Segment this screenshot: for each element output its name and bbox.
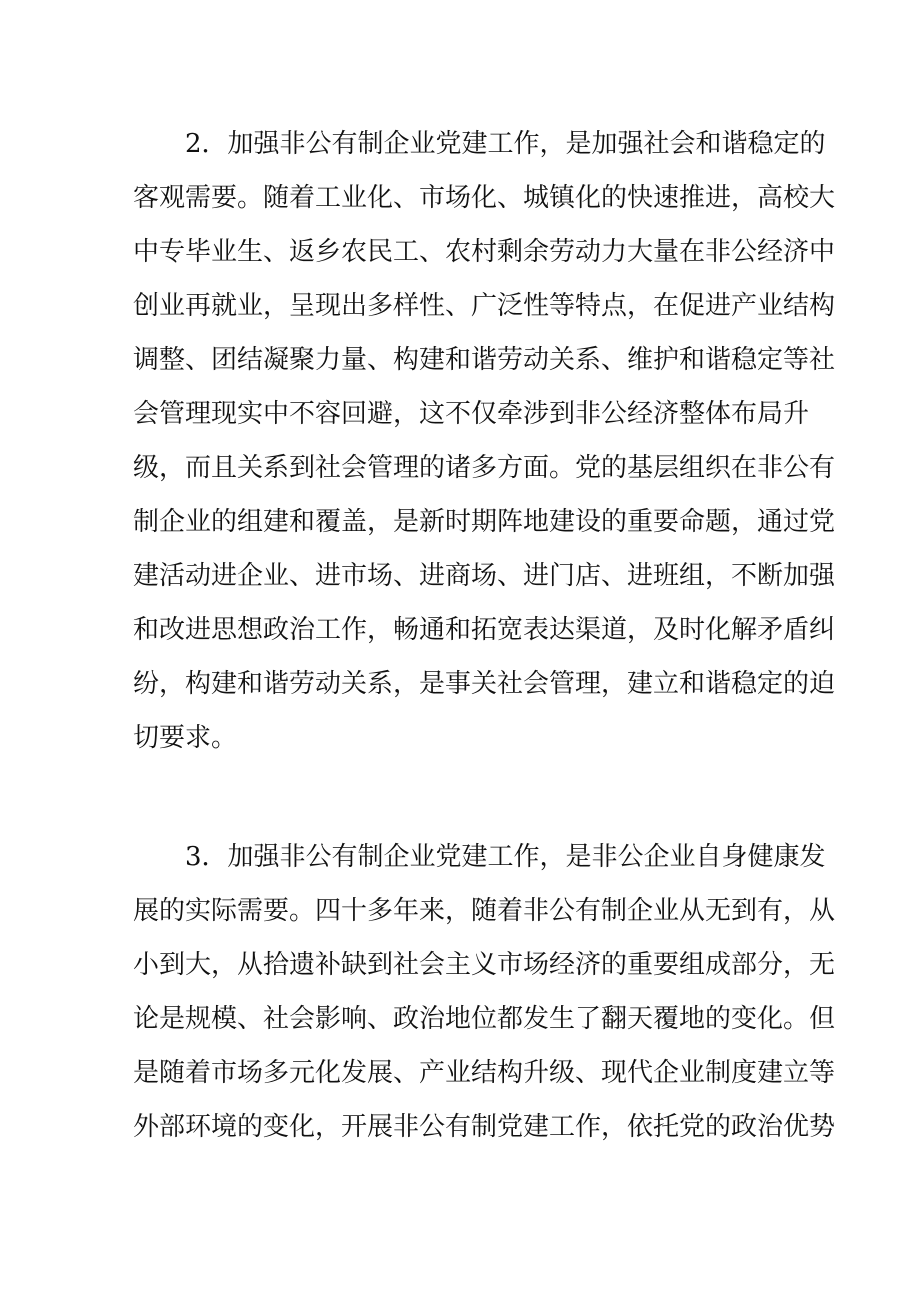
paragraph-line: 制企业的组建和覆盖，是新时期阵地建设的重要命题，通过党 [133,507,836,537]
paragraph-line: 建活动进企业、进市场、进商场、进门店、进班组，不断加强 [133,561,836,591]
paragraph-line: 纷，构建和谐劳动关系，是事关社会管理，建立和谐稳定的迫 [133,669,836,699]
paragraph-line: 3．加强非公有制企业党建工作，是非公企业自身健康发 [185,842,826,872]
paragraph-line: 调整、团结凝聚力量、构建和谐劳动关系、维护和谐稳定等社 [133,345,836,375]
paragraph-line: 客观需要。随着工业化、市场化、城镇化的快速推进，高校大 [133,183,836,213]
paragraph-line: 展的实际需要。四十多年来，随着非公有制企业从无到有，从 [133,896,836,926]
paragraph-line: 论是规模、社会影响、政治地位都发生了翻天覆地的变化。但 [133,1004,836,1034]
paragraph-line: 和改进思想政治工作，畅通和拓宽表达渠道，及时化解矛盾纠 [133,615,836,645]
paragraph-line: 切要求。 [133,723,238,753]
paragraph-line: 中专毕业生、返乡农民工、农村剩余劳动力大量在非公经济中 [133,237,836,267]
paragraph-2 [133,117,836,765]
paragraph-line: 创业再就业，呈现出多样性、广泛性等特点，在促进产业结构 [133,291,836,321]
paragraph-3 [133,830,836,1154]
paragraph-line: 级，而且关系到社会管理的诸多方面。党的基层组织在非公有 [133,453,836,483]
paragraph-line: 会管理现实中不容回避，这不仅牵涉到非公经济整体布局升 [133,399,810,429]
paragraph-line: 2．加强非公有制企业党建工作，是加强社会和谐稳定的 [185,129,826,159]
paragraph-line: 是随着市场多元化发展、产业结构升级、现代企业制度建立等 [133,1058,836,1088]
paragraph-line: 小到大，从拾遗补缺到社会主义市场经济的重要组成部分，无 [133,950,836,980]
paragraph-line: 外部环境的变化，开展非公有制党建工作，依托党的政治优势 [133,1112,836,1142]
